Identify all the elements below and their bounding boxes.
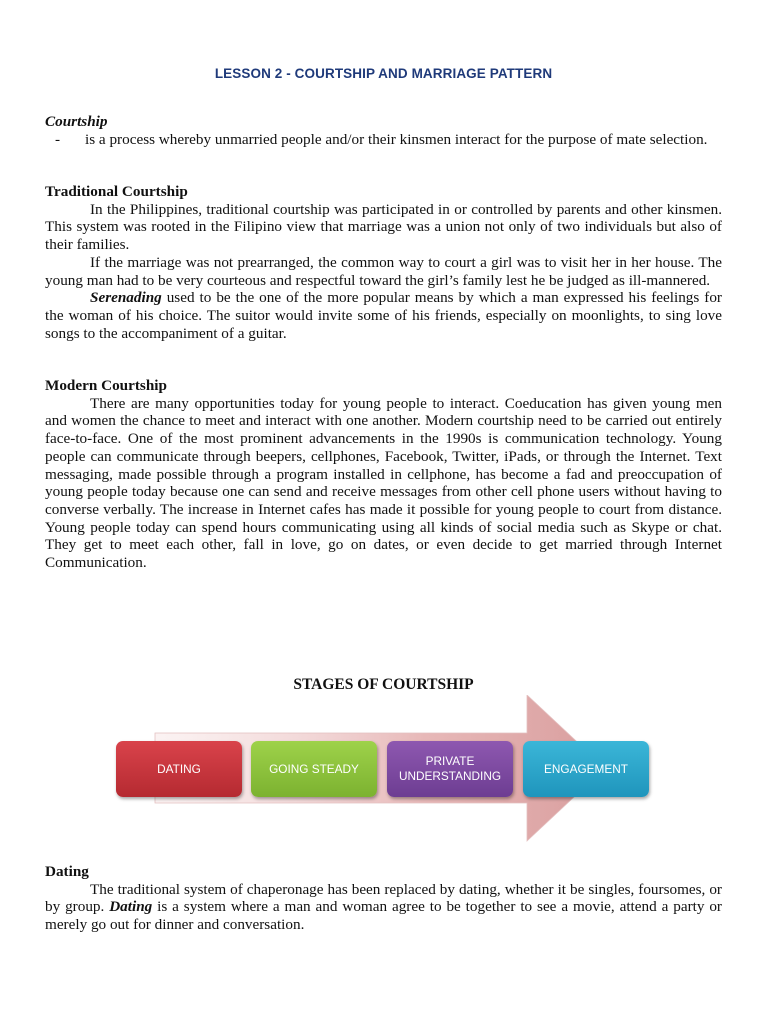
dating-paragraph-1: [45, 881, 722, 934]
courtship-definition: is a process whereby unmarried people and/or their kinsmen interact for the purpose of mate selection.: [85, 130, 708, 148]
dating-section: [45, 863, 722, 934]
serenading-term: Serenading: [90, 289, 162, 307]
bullet-dash: -: [55, 130, 61, 148]
stages-title: STAGES OF COURTSHIP: [293, 676, 474, 693]
dating-term: Dating: [109, 898, 153, 916]
traditional-paragraph-3: [45, 289, 722, 342]
traditional-section: [45, 183, 722, 342]
traditional-paragraph-2: If the marriage was not prearranged, the common way to court a girl was to visit her in her house. The young man had to be very courteous and respectful toward the girl’s family lest he be judged as ill-mannered.: [45, 253, 722, 289]
courtship-section: [45, 113, 722, 148]
courtship-heading: Courtship: [45, 113, 108, 130]
modern-heading: Modern Courtship: [45, 377, 167, 394]
stages-diagram: [115, 695, 655, 843]
modern-paragraph-1: There are many opportunities today for young people to interact. Coeducation has given young men and women the chance to meet and interact with one another. Modern courtship need to be carried out entirely face-to-face. One of the most prominent advancements in the 1990s is communication technology. Young people can communicate through beepers, cellphones, Facebook, Twitter, iPads, or through the Internet. Text messaging, made possible through a program installed in cellphone, has become a fad and preoccupation of young people today because one can send and receive messages from other cell phone users without having to converse verbally. The increase in Internet cafes has made it possible for young people to court from distance. Young people today can spend hours communicating using all kinds of social media such as Skype or chat. They get to meet each other, fall in love, go on dates, or even decide to get married through Internet Communication.: [45, 394, 722, 572]
dating-text-a: The traditional system of chaperonage has been replaced by dating, whether it be singles, foursomes, or by group.: [45, 880, 722, 916]
modern-section: [45, 377, 722, 572]
courtship-definition-item: [45, 131, 722, 149]
dating-text-b: is a system where a man and woman agree to be together to see a movie, attend a party or merely go out for dinner and conversation.: [45, 898, 722, 934]
traditional-heading: Traditional Courtship: [45, 183, 188, 200]
stage-engagement: ENGAGEMENT: [523, 741, 649, 797]
dating-heading: Dating: [45, 863, 89, 880]
stage-going-steady: GOING STEADY: [251, 741, 377, 797]
lesson-title: LESSON 2 - COURTSHIP AND MARRIAGE PATTERN: [214, 66, 553, 81]
stage-private-understanding: PRIVATE UNDERSTANDING: [387, 741, 513, 797]
stage-dating: DATING: [116, 741, 242, 797]
serenading-text: used to be the one of the more popular means by which a man expressed his feelings for the woman of his choice. The suitor would invite some of his friends, especially on moonlights, to sing love songs to the accompaniment of a guitar.: [45, 289, 722, 342]
traditional-paragraph-1: In the Philippines, traditional courtship was participated in or controlled by parents and other kinsmen. This system was rooted in the Filipino view that marriage was a union not only of two individuals but also of their families.: [45, 200, 722, 254]
